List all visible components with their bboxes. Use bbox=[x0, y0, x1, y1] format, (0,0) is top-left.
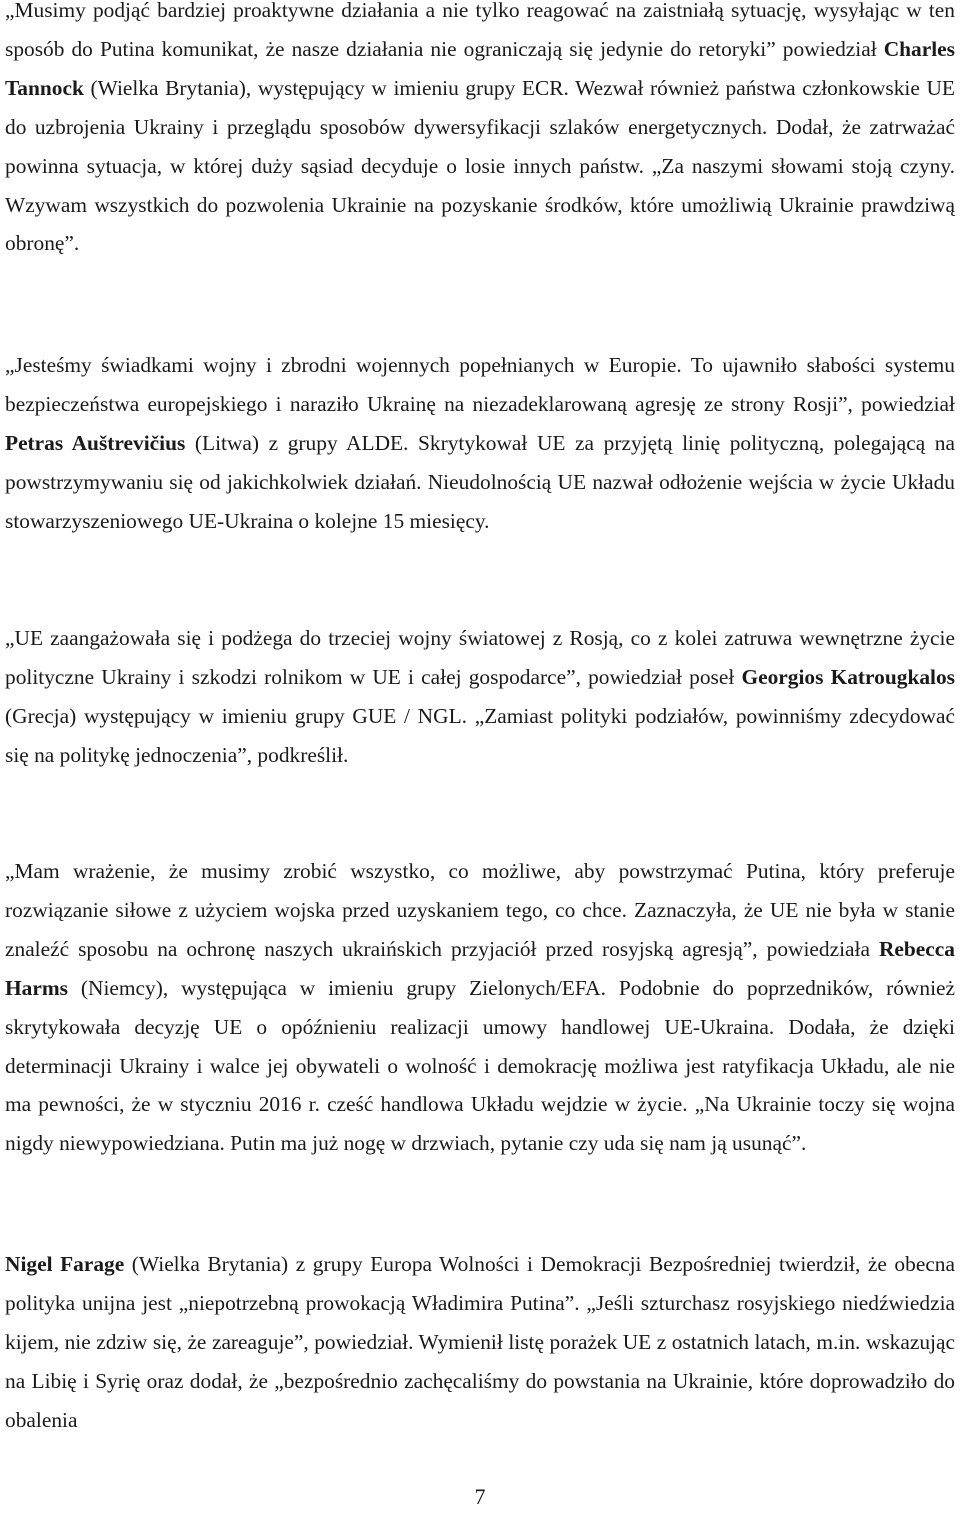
text-run: (Grecja) występujący w imieniu grupy GUE / NGL. „Zamiast polityki podziałów, powinniśmy zdecydować się na politykę jednoczenia”, podkreślił. bbox=[5, 703, 955, 767]
paragraph-harms bbox=[5, 852, 955, 1163]
text-run: (Niemcy), występująca w imieniu grupy Zielonych/EFA. Podobnie do poprzedników, również skrytykowała decyzję UE o opóźnieniu realizacji umowy handlowej UE-Ukraina. Dodała, że dzięki determinacji Ukrainy i walce jej obywateli o wolność i demokrację możliwa jest ratyfikacja Układu, ale nie ma pewności, że w styczniu 2016 r. cześć handlowa Układu wejdzie w życie. „Na Ukrainie toczy się wojna nigdy niewypowiedziana. Putin ma już nogę w drzwiach, pytanie czy uda się nam ją usunąć”. bbox=[5, 975, 955, 1156]
speaker-name: Charles Tannock bbox=[5, 36, 955, 100]
paragraph-katrougkalos bbox=[5, 619, 955, 775]
speaker-name: Nigel Farage bbox=[5, 1252, 125, 1276]
speaker-name: Rebecca Harms bbox=[5, 936, 955, 1000]
paragraph-farage bbox=[5, 1245, 955, 1440]
paragraph-tannock bbox=[5, 0, 955, 263]
speaker-name: Petras Auštrevičius bbox=[5, 430, 186, 455]
paragraph-austrevicius bbox=[5, 346, 955, 541]
text-run: „Jesteśmy świadkami wojny i zbrodni wojennych popełnianych w Europie. To ujawniło słabości systemu bezpieczeństwa europejskiego i naraziło Ukrainę na niezadeklarowaną agresję ze strony Rosji”, powiedział bbox=[5, 353, 955, 416]
text-run: „Musimy podjąć bardziej proaktywne działania a nie tylko reagować na zaistniałą sytuację, wysyłając w ten sposób do Putina komunikat, że nasze działania nie ograniczają się jedynie do retoryki” powiedział bbox=[5, 0, 955, 61]
text-run: „UE zaangażowała się i podżega do trzeciej wojny światowej z Rosją, co z kolei zatruwa wewnętrzne życie polityczne Ukrainy i szkodzi rolnikom w UE i całej gospodarce”, powiedział poseł bbox=[5, 626, 955, 689]
page-number: 7 bbox=[474, 1484, 486, 1509]
text-run: (Wielka Brytania), występujący w imieniu grupy ECR. Wezwał również państwa członkowskie UE do uzbrojenia Ukrainy i przeglądu sposobów dywersyfikacji szlaków energetycznych. Dodał, że zatrważać powinna sytuacja, w której duży sąsiad decyduje o losie innych państw. „Za naszymi słowami stoją czyny. Wzywam wszystkich do pozwolenia Ukrainie na pozyskanie środków, które umożliwią Ukrainie prawdziwą obronę”. bbox=[5, 75, 955, 256]
text-run: „Mam wrażenie, że musimy zrobić wszystko, co możliwe, aby powstrzymać Putina, który preferuje rozwiązanie siłowe z użyciem wojska przed uzyskaniem tego, co chce. Zaznaczyła, że UE nie była w stanie znaleźć sposobu na ochronę naszych ukraińskich przyjaciół przed rosyjską agresją”, powiedziała bbox=[5, 859, 955, 961]
text-run: (Wielka Brytania) z grupy Europa Wolności i Demokracji Bezpośredniej twierdził, że obecna polityka unijna jest „niepotrzebną prowokacją Władimira Putina”. „Jeśli szturchasz rosyjskiego niedźwiedzia kijem, nie zdziw się, że zareaguje”, powiedział. Wymienił listę porażek UE z ostatnich latach, m.in. wskazując na Libię i Syrię oraz dodał, że „bezpośrednio zachęcaliśmy do powstania na Ukrainie, które doprowadziło do obalenia bbox=[5, 1252, 955, 1432]
speaker-name: Georgios Katrougkalos bbox=[741, 664, 956, 689]
text-run: (Litwa) z grupy ALDE. Skrytykował UE za przyjętą linię polityczną, polegającą na powstrzymywaniu się od jakichkolwiek działań. Nieudolnością UE nazwał odłożenie wejścia w życie Układu stowarzyszeniowego UE-Ukraina o kolejne 15 miesięcy. bbox=[5, 430, 955, 533]
